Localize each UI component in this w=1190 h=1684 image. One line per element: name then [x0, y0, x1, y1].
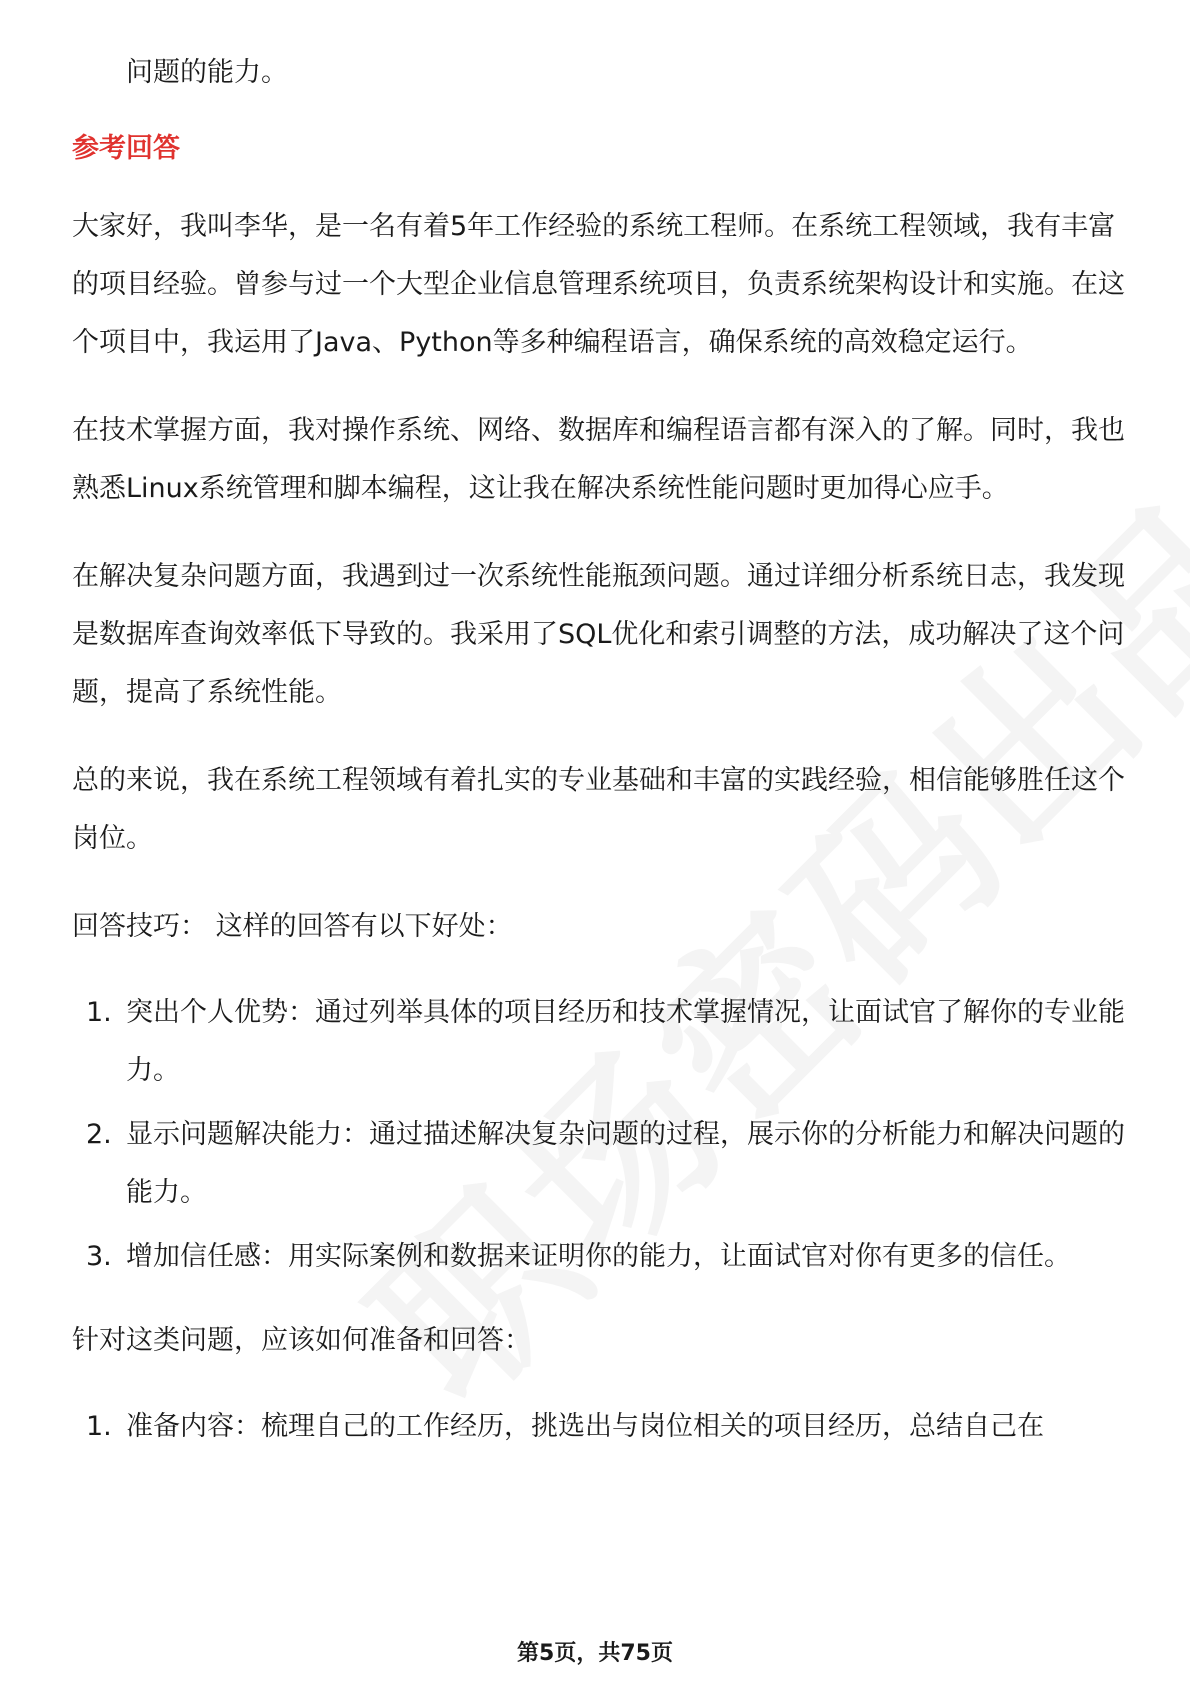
tips-heading: 回答技巧： 这样的回答有以下好处： — [72, 911, 513, 942]
list-text: 准备内容：梳理自己的工作经历，挑选出与岗位相关的项目经历，总结自己在 — [126, 1411, 1044, 1442]
answer-paragraph-3: 在解决复杂问题方面，我遇到过一次系统性能瓶颈问题。通过详细分析系统日志，我发现是数据库查询效率低下导致的。我采用了SQL优化和索引调整的方法，成功解决了这个问题，提高了系统性能。 — [72, 561, 1125, 708]
answer-paragraph-4: 总的来说，我在系统工程领域有着扎实的专业基础和丰富的实践经验，相信能够胜任这个岗位。 — [72, 765, 1125, 854]
answer-paragraph-1: 大家好，我叫李华，是一名有着5年工作经验的系统工程师。在系统工程领域，我有丰富的项目经验。曾参与过一个大型企业信息管理系统项目，负责系统架构设计和实施。在这个项目中，我运用了Java、Python等多种编程语言，确保系统的高效稳定运行。 — [72, 211, 1125, 358]
list-item — [72, 1398, 1132, 1456]
page-number-footer: 第5页，共75页 — [517, 1641, 673, 1666]
answer-paragraph-2: 在技术掌握方面，我对操作系统、网络、数据库和编程语言都有深入的了解。同时，我也熟悉Linux系统管理和脚本编程，这让我在解决系统性能问题时更加得心应手。 — [72, 415, 1125, 504]
list-item — [72, 1106, 1132, 1222]
list-number: 2. — [86, 1119, 112, 1150]
page-content — [72, 44, 1132, 1482]
list-text: 显示问题解决能力：通过描述解决复杂问题的过程，展示你的分析能力和解决问题的能力。 — [126, 1119, 1125, 1208]
list-text: 增加信任感：用实际案例和数据来证明你的能力，让面试官对你有更多的信任。 — [126, 1241, 1071, 1272]
prep-heading: 针对这类问题，应该如何准备和回答： — [72, 1325, 531, 1356]
continuation-text: 问题的能力。 — [126, 57, 288, 88]
list-item — [72, 1228, 1132, 1286]
list-number: 1. — [86, 1411, 112, 1442]
list-text: 突出个人优势：通过列举具体的项目经历和技术掌握情况，让面试官了解你的专业能力。 — [126, 997, 1125, 1086]
tips-list — [72, 984, 1132, 1286]
prep-list — [72, 1398, 1132, 1456]
list-item — [72, 984, 1132, 1100]
list-number: 3. — [86, 1241, 112, 1272]
list-number: 1. — [86, 997, 112, 1028]
section-title: 参考回答 — [72, 133, 180, 164]
